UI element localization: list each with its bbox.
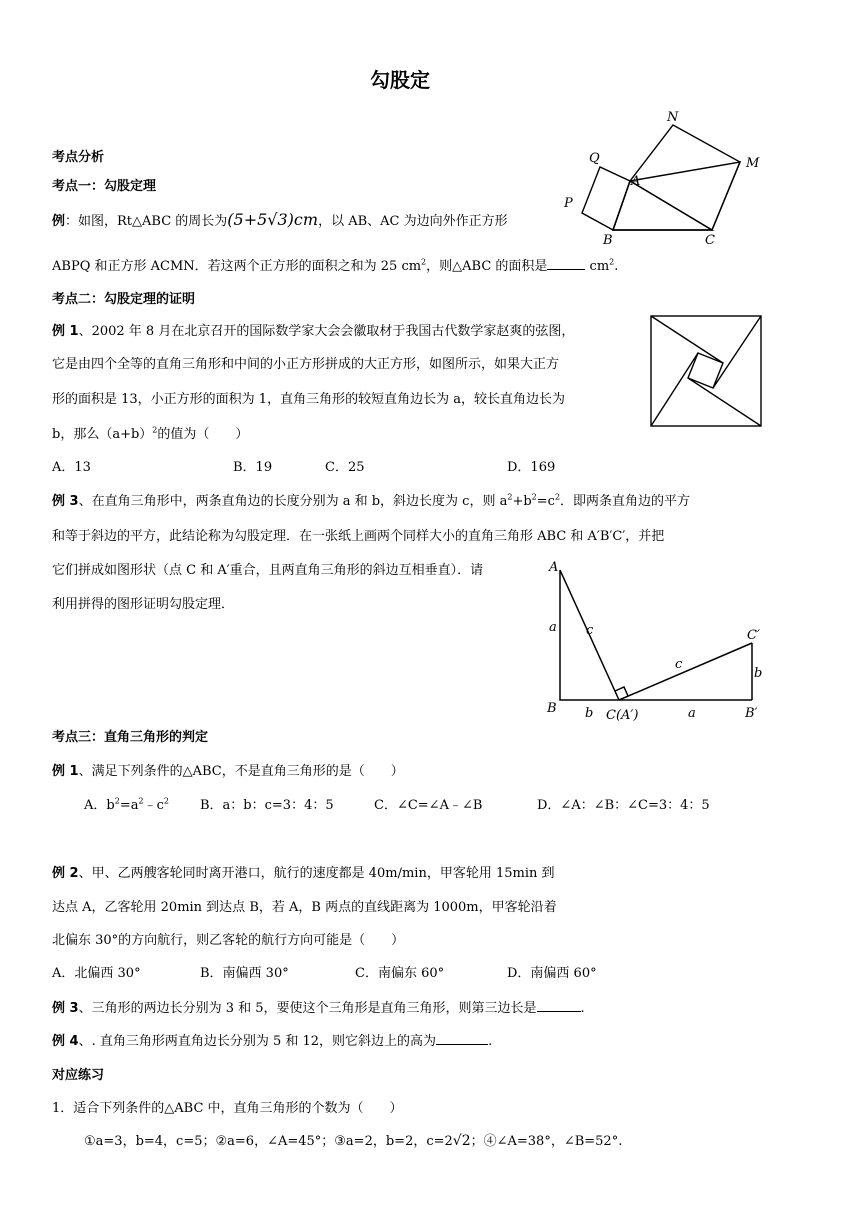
example-label: 例	[52, 214, 66, 229]
s3-ex2-option-a[interactable]: A．北偏西 30°	[52, 966, 141, 981]
squares-figure	[555, 105, 770, 250]
s3-ex2-option-b[interactable]: B．南偏西 30°	[200, 966, 289, 981]
label-C: C	[705, 233, 715, 248]
label-C-A-prime: C(A′)	[606, 708, 639, 723]
sqrt-two: √2	[452, 1133, 471, 1149]
label-a: a	[549, 620, 557, 635]
perimeter-formula: (5+5√3)cm	[227, 210, 319, 229]
practice-q1: 1．适合下列条件的△ABC 中，直角三角形的个数为（ ）	[52, 1101, 403, 1116]
outer-square	[651, 316, 761, 426]
s3-ex1-option-d[interactable]: D．∠A：∠B：∠C=3：4：5	[537, 798, 710, 813]
label-a2: a	[688, 706, 696, 721]
triangle-edge	[651, 353, 698, 426]
s2-ex1-line4: b，那么$(a+b)^2$的值为（ ）	[52, 425, 249, 442]
zhao-shuang-figure	[650, 315, 762, 427]
label-C-prime: C′	[747, 628, 760, 643]
section-heading-3: 考点三：直角三角形的判定	[52, 730, 209, 745]
section-heading-analysis: 考点分析	[52, 150, 105, 165]
label-Q: Q	[589, 151, 600, 166]
s3-ex1-option-c[interactable]: C．∠C=∠A﹣∠B	[374, 798, 483, 813]
label-P: P	[564, 196, 573, 211]
hypotenuse-cc	[619, 643, 752, 700]
s2-ex1-line3: 形的面积是 13，小正方形的面积为 1，直角三角形的较短直角边长为 a，较长直角边长为	[52, 392, 565, 407]
label-B: B	[603, 233, 613, 248]
s3-ex2-line1: 例 2、甲、乙两艘客轮同时离开港口，航行的速度都是 40m/min，甲客轮用 15min 到	[52, 866, 555, 881]
s3-ex2-option-d[interactable]: D．南偏西 60°	[507, 966, 597, 981]
option-d[interactable]: D．169	[507, 460, 556, 475]
inner-square	[688, 353, 723, 388]
practice-q1-options: ①a=3，b=4，c=5；②a=6，∠A=45°；③a=2，b=2，c=2√2；④∠A=38°，∠B=52°.	[84, 1133, 623, 1149]
s3-ex2-line2: 达点 A，乙客轮用 20min 到达点 B，若 A，B 两点的直线距离为 1000m，甲客轮沿着	[52, 900, 557, 915]
label-A: A	[631, 174, 641, 189]
s3-ex1-question: 例 1、满足下列条件的△ABC，不是直角三角形的是（ ）	[52, 764, 404, 779]
s2-ex3-line1: 例 3、在直角三角形中，两条直角边的长度分别为 a 和 b，斜边长度为 c，则 $a^2+b^2=c^2$．即两条直角边的平方	[52, 492, 691, 509]
label-B: B	[547, 701, 557, 716]
s2-ex3-line4: 利用拼得的图形证明勾股定理．	[52, 597, 235, 612]
label-c2: c	[675, 657, 683, 672]
answer-blank[interactable]	[436, 1044, 488, 1045]
square-acmn	[613, 162, 740, 230]
s2-ex1-line1: 例 1、2002 年 8 月在北京召开的国际数学家大会会徽取材于我国古代数学家赵爽的弦图，	[52, 324, 575, 339]
answer-blank[interactable]	[547, 269, 585, 270]
label-b2: b	[585, 706, 594, 721]
s3-ex2-option-c[interactable]: C．南偏东 60°	[355, 966, 445, 981]
answer-blank[interactable]	[537, 1011, 581, 1012]
option-a[interactable]: A．13	[52, 460, 91, 475]
label-A: A	[549, 560, 559, 575]
square-abpq	[582, 167, 630, 230]
label-N: N	[667, 110, 679, 125]
s2-ex3-line2: 和等于斜边的平方，此结论称为勾股定理．在一张纸上画两个同样大小的直角三角形 ABC 和 A′B′C′，并把	[52, 529, 665, 544]
s1-example-line2: ABPQ 和正方形 ACMN．若这两个正方形的面积之和为 25 $cm^2$，则△ABC 的面积是 $cm^2$.	[52, 257, 619, 274]
s3-ex1-option-a[interactable]: A．$b^2=a^2﹣c^2$	[84, 796, 169, 813]
s2-ex3-line3: 它们拼成如图形状（点 C 和 A′重合，且两直角三角形的斜边互相垂直）．请	[52, 563, 484, 578]
two-triangles-figure	[540, 560, 775, 725]
triangle-edge	[651, 316, 723, 363]
triangle-edge	[713, 316, 761, 388]
s3-ex3: 例 3、三角形的两边长分别为 3 和 5，要使这个三角形是直角三角形，则第三边长是 .	[52, 1001, 585, 1016]
label-c: c	[586, 623, 594, 638]
triangle-edge	[688, 378, 761, 426]
practice-heading: 对应练习	[52, 1068, 105, 1083]
s1-example-line1: 例：如图，Rt△ABC 的周长为(5+5√3)cm，以 AB、AC 为边向外作正方形	[52, 210, 508, 229]
s3-ex1-option-b[interactable]: B．a：b：c=3：4：5	[200, 798, 334, 813]
label-B-prime: B′	[745, 706, 758, 721]
option-b[interactable]: B．19	[233, 460, 273, 475]
s3-ex2-line3: 北偏东 30°的方向航行，则乙客轮的航行方向可能是（ ）	[52, 933, 405, 948]
section-heading-2: 考点二：勾股定理的证明	[52, 292, 196, 307]
label-M: M	[746, 156, 760, 171]
section-heading-1: 考点一：勾股定理	[52, 179, 157, 194]
label-b: b	[754, 666, 763, 681]
s2-ex1-line2: 它是由四个全等的直角三角形和中间的小正方形拼成的大正方形，如图所示，如果大正方	[52, 357, 560, 372]
page-title: 勾股定	[370, 68, 430, 92]
option-c[interactable]: C．25	[325, 460, 365, 475]
s3-ex4: 例 4、. 直角三角形两直角边长分别为 5 和 12，则它斜边上的高为 .	[52, 1034, 493, 1049]
